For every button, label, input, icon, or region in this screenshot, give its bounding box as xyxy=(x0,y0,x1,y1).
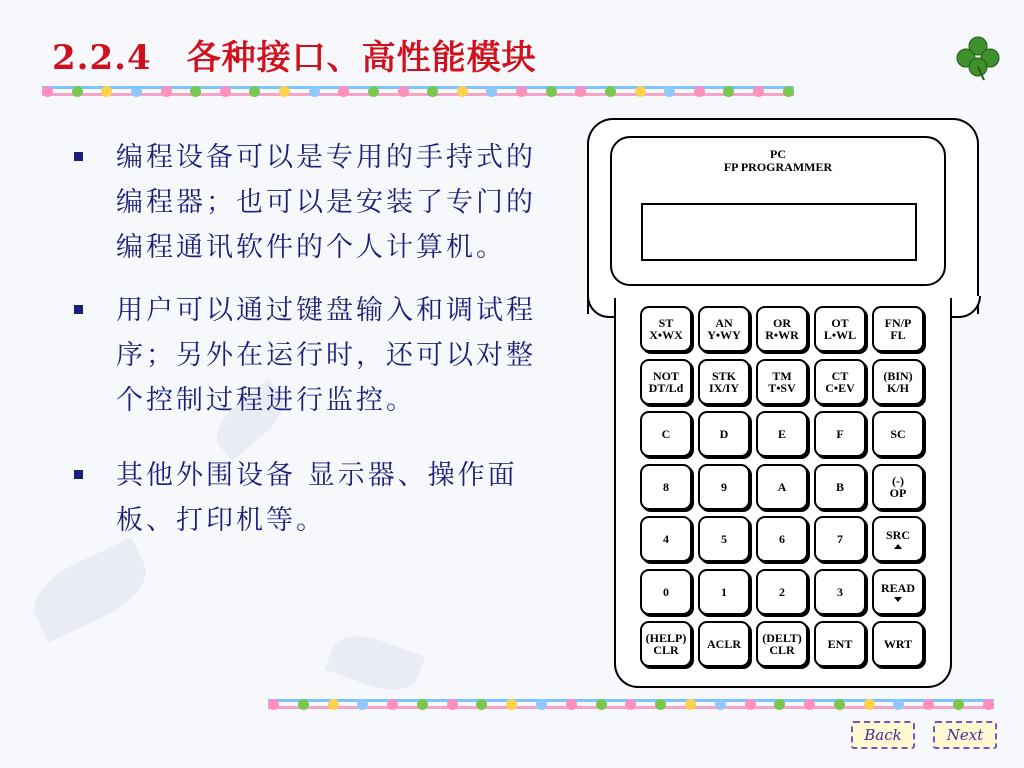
flower-icon xyxy=(625,699,636,710)
flower-icon xyxy=(328,699,339,710)
flower-icon xyxy=(783,86,794,97)
flower-icon xyxy=(745,699,756,710)
flower-icon xyxy=(457,86,468,97)
flower-icon xyxy=(893,699,904,710)
flower-icon xyxy=(923,699,934,710)
key-bin-k-h: (BIN) K/H xyxy=(872,359,924,405)
arrow-up-icon xyxy=(894,544,902,549)
flower-icon xyxy=(804,699,815,710)
slide-title: 2.2.4 各种接口、高性能模块 xyxy=(52,38,537,78)
flower-icon xyxy=(190,86,201,97)
programmer-display-label: PC FP PROGRAMMER xyxy=(723,147,833,174)
key-6: 6 xyxy=(756,516,808,562)
flower-icon xyxy=(131,86,142,97)
key-0: 0 xyxy=(640,569,692,615)
bullet-item: 用户可以通过键盘输入和调试程序；另外在运行时，还可以对整个控制过程进行监控。 xyxy=(72,288,552,423)
flower-icon xyxy=(546,86,557,97)
flower-icon xyxy=(694,86,705,97)
key-b: B xyxy=(814,464,866,510)
flower-icon xyxy=(357,699,368,710)
flower-icon xyxy=(486,86,497,97)
bullet-item: 其他外围设备 显示器、操作面板、打印机等。 xyxy=(72,453,552,543)
flower-icon xyxy=(417,699,428,710)
clover-icon xyxy=(954,34,1002,82)
key-op: (-) OP xyxy=(872,464,924,510)
bullet-marker-icon xyxy=(74,305,83,314)
flower-icon xyxy=(983,699,994,710)
flower-icon xyxy=(774,699,785,710)
background-leaf xyxy=(23,537,157,642)
decorative-strip-bottom xyxy=(268,697,994,711)
flower-icon xyxy=(279,86,290,97)
arrow-down-icon xyxy=(894,597,902,602)
key-read: READ xyxy=(872,569,924,615)
flower-icon xyxy=(575,86,586,97)
key-ct-c-ev: CT C•EV xyxy=(814,359,866,405)
key-tm-t-sv: TM T•SV xyxy=(756,359,808,405)
key-1: 1 xyxy=(698,569,750,615)
flower-icon xyxy=(387,699,398,710)
programmer-lcd-screen xyxy=(641,203,917,261)
flower-icon xyxy=(368,86,379,97)
flower-icon xyxy=(72,86,83,97)
background-leaf xyxy=(325,626,425,700)
key-stk-ix-iy: STK IX/IY xyxy=(698,359,750,405)
bullet-marker-icon xyxy=(74,152,83,161)
key-fn-p-fl: FN/P FL xyxy=(872,306,924,352)
flower-icon xyxy=(664,86,675,97)
key-delt-clr: (DELT) CLR xyxy=(756,621,808,667)
flower-icon xyxy=(516,86,527,97)
flower-icon xyxy=(101,86,112,97)
key-src: SRC xyxy=(872,516,924,562)
flower-icon xyxy=(715,699,726,710)
back-button[interactable]: Back xyxy=(851,721,915,749)
key-wrt: WRT xyxy=(872,621,924,667)
flower-icon xyxy=(220,86,231,97)
decorative-strip-top xyxy=(42,84,794,98)
flower-icon xyxy=(42,86,53,97)
flower-icon xyxy=(566,699,577,710)
flower-icon xyxy=(834,699,845,710)
flower-icon xyxy=(536,699,547,710)
key-c: C xyxy=(640,411,692,457)
flower-icon xyxy=(447,699,458,710)
flower-icon xyxy=(864,699,875,710)
flower-icon xyxy=(753,86,764,97)
key-st-x-wx: ST X•WX xyxy=(640,306,692,352)
flower-icon xyxy=(635,86,646,97)
key-8: 8 xyxy=(640,464,692,510)
key-e: E xyxy=(756,411,808,457)
key-7: 7 xyxy=(814,516,866,562)
key-aclr: ACLR xyxy=(698,621,750,667)
bullet-list xyxy=(72,135,552,543)
flower-icon xyxy=(506,699,517,710)
key-an-y-wy: AN Y•WY xyxy=(698,306,750,352)
key-ot-l-wl: OT L•WL xyxy=(814,306,866,352)
bullet-marker-icon xyxy=(74,470,83,479)
key-f: F xyxy=(814,411,866,457)
key-a: A xyxy=(756,464,808,510)
flower-icon xyxy=(685,699,696,710)
key-9: 9 xyxy=(698,464,750,510)
flower-icon xyxy=(249,86,260,97)
key-or-r-wr: OR R•WR xyxy=(756,306,808,352)
flower-icon xyxy=(723,86,734,97)
key-help-clr: (HELP) CLR xyxy=(640,621,692,667)
key-4: 4 xyxy=(640,516,692,562)
flower-icon xyxy=(476,699,487,710)
key-5: 5 xyxy=(698,516,750,562)
flower-icon xyxy=(338,86,349,97)
key-3: 3 xyxy=(814,569,866,615)
flower-icon xyxy=(161,86,172,97)
flower-icon xyxy=(427,86,438,97)
flower-icon xyxy=(953,699,964,710)
bullet-item: 编程设备可以是专用的手持式的编程器；也可以是安装了专门的编程通讯软件的个人计算机。 xyxy=(72,135,552,270)
flower-icon xyxy=(605,86,616,97)
next-button[interactable]: Next xyxy=(933,721,997,749)
flower-icon xyxy=(268,699,279,710)
key-not-dt-ld: NOT DT/Ld xyxy=(640,359,692,405)
key-d: D xyxy=(698,411,750,457)
key-2: 2 xyxy=(756,569,808,615)
flower-icon xyxy=(398,86,409,97)
flower-icon xyxy=(298,699,309,710)
flower-icon xyxy=(309,86,320,97)
flower-icon xyxy=(596,699,607,710)
key-sc: SC xyxy=(872,411,924,457)
flower-icon xyxy=(655,699,666,710)
key-ent: ENT xyxy=(814,621,866,667)
